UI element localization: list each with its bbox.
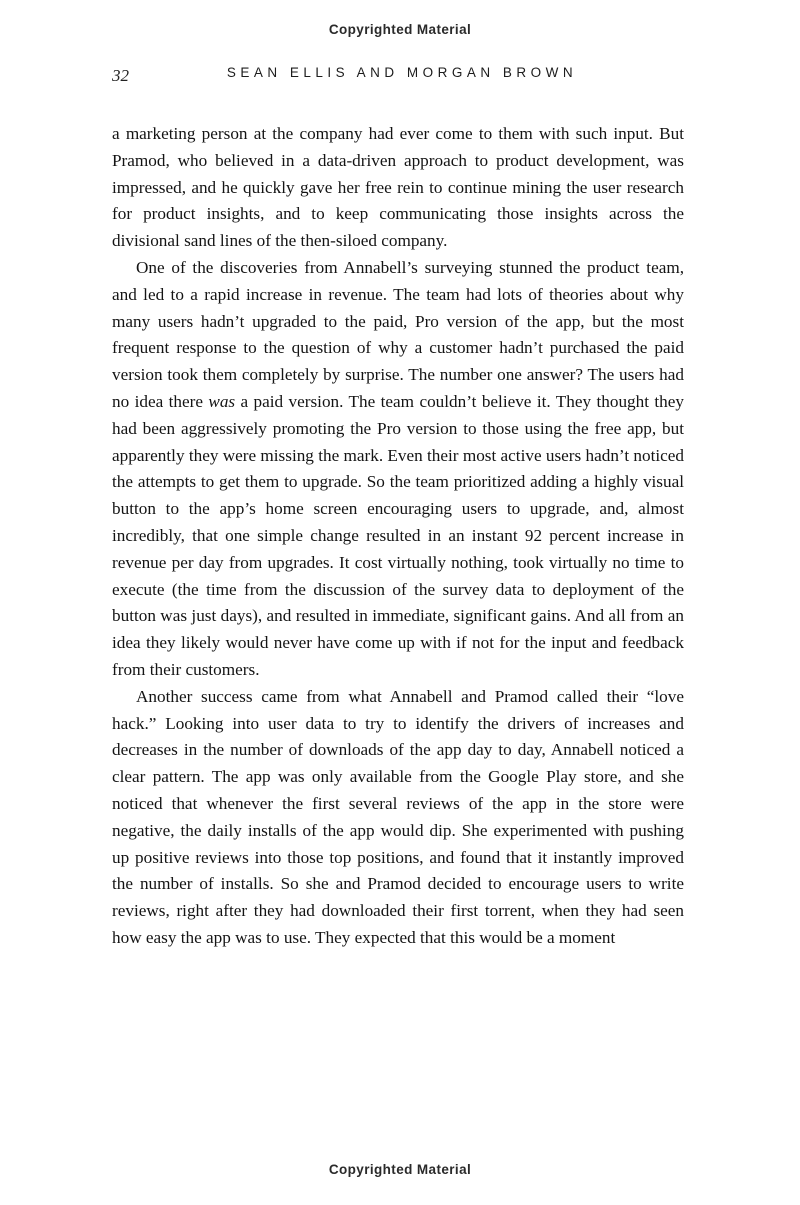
paragraph-text: Another success came from what Annabell and Pramod called their “love hack.” Looking into user data to try to identify the drivers of increases and decreases in the number of downloads of the app day to day, Annabell noticed a clear pattern. The app was only available from the Google Play store, and she noticed that whenever the first several reviews of the app in the store were negative, the daily installs of the app would dip. She experimented with pushing up positive reviews into those top positions, and found that it instantly improved the number of installs. So she and Pramod decided to encourage users to write reviews, right after they had downloaded their first torrent, when they had seen how easy the app was to use. They expected that this would be a moment [112,686,684,947]
body-text [112,121,684,952]
running-head: SEAN ELLIS AND MORGAN BROWN [226,65,578,80]
paragraph-2 [112,255,684,684]
paragraph-text: One of the discoveries from Annabell’s surveying stunned the product team, and led to a rapid increase in revenue. The team had lots of theories about why many users hadn’t upgraded to the paid, Pro version of the app, but the most frequent response to the question of why a customer hadn’t purchased the paid version took them completely by surprise. The number one answer? The users had no idea there [112,257,684,411]
paragraph-text-italic: was [208,391,236,411]
paragraph-3 [112,684,684,952]
copyright-notice-top: Copyrighted Material [328,22,472,37]
paragraph-text: a paid version. The team couldn’t believe it. They thought they had been aggressively promoting the Pro version to those using the free app, but apparently they were missing the mark. Even their most active users hadn’t noticed the attempts to get them to upgrade. So the team prioritized adding a highly visual button to the app’s home screen encouraging users to upgrade, and, almost incredibly, that one simple change resulted in an instant 92 percent increase in revenue per day from upgrades. It cost virtually nothing, took virtually no time to execute (the time from the discussion of the survey data to deployment of the button was just days), and resulted in immediate, significant gains. And all from an idea they likely would never have come up with if not for the input and feedback from their customers. [112,391,684,679]
page-header [0,65,800,87]
paragraph-1 [112,121,684,255]
paragraph-text: a marketing person at the company had ever come to them with such input. But Pramod, who believed in a data-driven approach to product development, was impressed, and he quickly gave her free rein to continue mining the user research for product insights, and to keep communicating those insights across the divisional sand lines of the then-siloed company. [112,124,684,251]
page-number: 32 [112,66,129,85]
copyright-notice-bottom: Copyrighted Material [328,1162,472,1177]
